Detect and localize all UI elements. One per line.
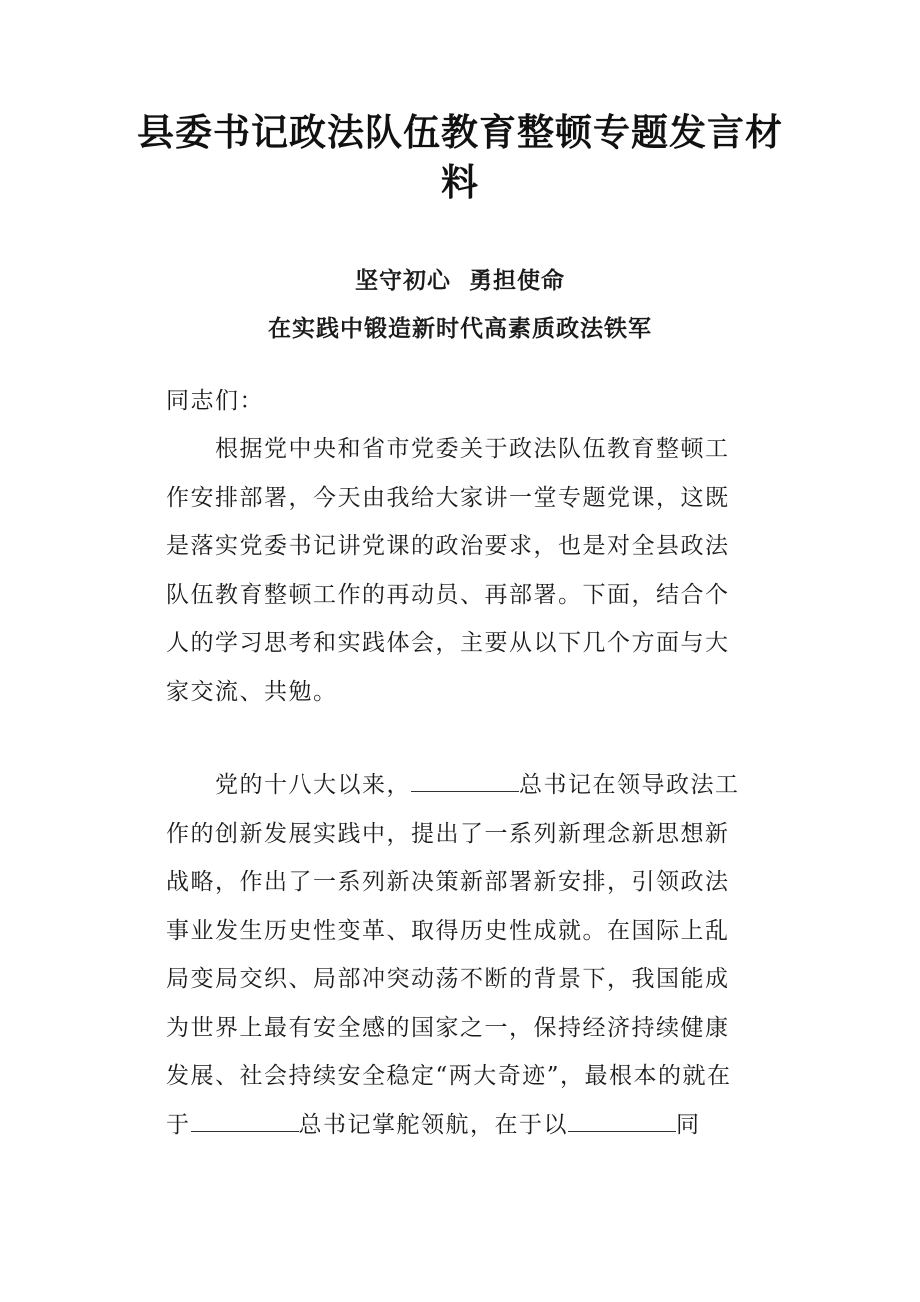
paragraph-2-text-1: 党的十八大以来， <box>215 772 411 798</box>
blank-underline <box>411 773 519 792</box>
paragraph-2-text-3: 总书记掌舵领航，在于以 <box>298 1111 568 1138</box>
blank-underline <box>191 1113 299 1132</box>
paragraph-2 <box>166 761 746 1149</box>
document-title: 县委书记政法队伍教育整顿专题发言材料 <box>137 111 783 204</box>
paragraph-2-text-2: 总书记在领导政法工作的创新发展实践中，提出了一系列新理念新思想新战略，作出了一系列新决策新部署新安排，引领政法事业发生历史性变革、取得历史性成就。在国际上乱局变局交织、局部冲突动荡不断的背景下，我国能成为世界上最有安全感的国家之一，保持经济持续健康发展、社会持续安全稳定“两大奇迹”，最根本的就在于 <box>166 772 740 1138</box>
subtitle-line-1: 坚守初心 勇担使命 <box>354 267 565 294</box>
subtitle-line-2: 在实践中锻造新时代高素质政法铁军 <box>268 315 652 342</box>
salutation: 同志们： <box>166 388 264 414</box>
blank-underline <box>568 1113 676 1132</box>
paragraph-1: 根据党中央和省市党委关于政法队伍教育整顿工作安排部署，今天由我给大家讲一堂专题党课，这既是落实党委书记讲党课的政治要求，也是对全县政法队伍教育整顿工作的再动员、再部署。下面，结合个人的学习思考和实践体会，主要从以下几个方面与大家交流、共勉。 <box>166 436 730 705</box>
paragraph-2-text-4: 同 <box>676 1111 701 1138</box>
